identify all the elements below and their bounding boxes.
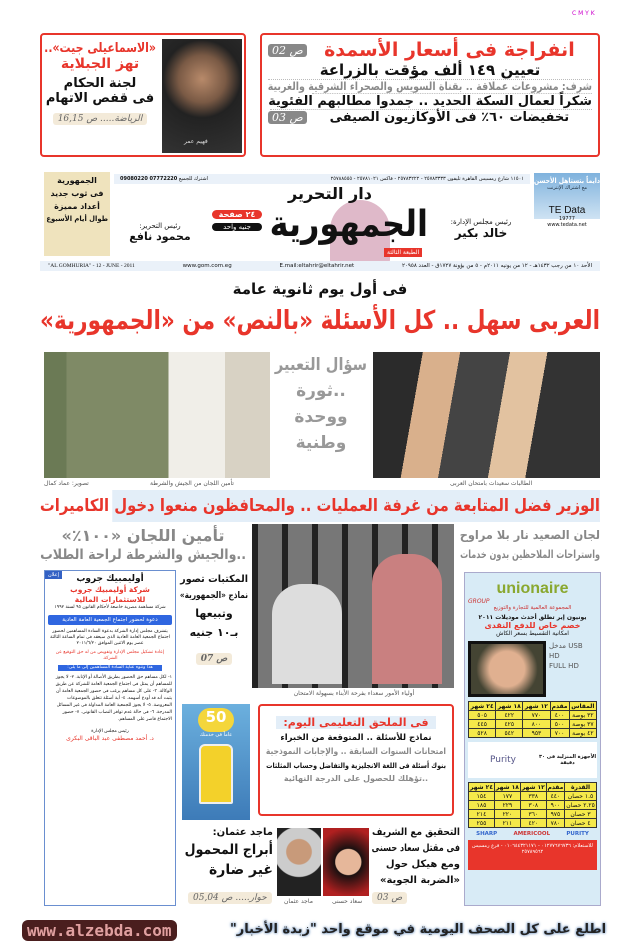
sports-headline-1[interactable]: «الاسماعيلى جيت»..: [44, 41, 156, 56]
table-cell: ٣٠٨: [520, 801, 546, 810]
security-headline[interactable]: تأمين اللجان «١٠٠٪»: [61, 526, 225, 545]
ad-contacts: للاستعلام: ٠١٢٧٧٦٧٦٧٣٦ - ٠١٠٦٤٤٣٢١١٧١ - فرع رمسيس ٢٥٧٨٩٥٦٢: [468, 840, 597, 870]
sports-headline-3[interactable]: لجنة الحكام: [63, 76, 137, 91]
side-line: وطنية: [295, 433, 347, 453]
address: ١١٥٠١ شارع رمسيس القاهرة تليفون ٢٥٧٨٣٣٣٣ - ٢٥٧٨٣٢٢٢ - فاكس ٢٥٧٨١٠٢١ - ٢٥٧٨٨٥٥٥: [330, 176, 524, 182]
table-cell: ٣٧ بوصة: [569, 720, 596, 729]
spray-ad-number: 50: [198, 708, 234, 732]
sharif-tag[interactable]: ص 03: [372, 892, 407, 904]
ad-text: دايماً بتستاهل الأحسن: [533, 177, 600, 185]
table-cell: ٤٠٠: [550, 711, 569, 720]
table-cell: ٧٠٠: [550, 729, 569, 738]
table-cell: ٤٢٢: [496, 711, 523, 720]
table-cell: المقاس: [569, 702, 596, 711]
table-cell: ١٥٤: [469, 792, 495, 801]
photo2-caption: ماجد عثمان: [284, 898, 313, 905]
supplement-item[interactable]: ..تؤهلك للحصول على الدرجة النهائية: [283, 774, 429, 783]
upper-egypt-headline[interactable]: لجان الصعيد نار بلا مراوح: [459, 528, 600, 542]
table-row: [469, 720, 597, 729]
table-cell: ٣٦٠: [520, 810, 546, 819]
ad-banner: دعوة لحضور اجتماع الجمعية العامة العادية: [48, 615, 172, 625]
sports-box: [40, 33, 246, 157]
spray-ad[interactable]: [182, 704, 250, 820]
photo-caption: فهيم عمر: [184, 138, 208, 145]
phone: 07772220: [149, 176, 178, 182]
photographer: تصوير: عماد كمال: [44, 480, 89, 487]
promo-line: فى ثوب جديد: [50, 189, 104, 198]
table-cell: ١٧٧: [494, 792, 520, 801]
libraries-line[interactable]: وتبيعها: [195, 607, 233, 620]
security-subheadline[interactable]: ..والجيش والشرطة لراحة الطلاب: [40, 547, 247, 563]
contact-bar: [114, 174, 530, 184]
ad-line: خصم خاص للدفع النقدى: [484, 621, 581, 630]
table-cell: ٧٨٠: [546, 819, 564, 828]
majed-line[interactable]: غير ضارة: [209, 862, 273, 878]
side-line: سؤال التعبير: [274, 355, 367, 375]
soad-hosny-photo: [323, 828, 369, 896]
phone: 09080220: [120, 176, 148, 182]
table-cell: ٤٢ بوصة: [569, 729, 596, 738]
sports-headline-4[interactable]: فى قفص الاتهام: [45, 91, 155, 106]
photo1-caption: سعاد حسنى: [332, 898, 363, 905]
band-headline[interactable]: الوزير فضل المتابعة من غرفة العمليات .. والمحافظون منعوا دخول الكاميرات: [112, 490, 600, 522]
table-cell: ٩٥٣: [523, 729, 550, 738]
table-row: [469, 792, 597, 801]
libraries-line[interactable]: المكتبات تصور: [180, 574, 248, 585]
table-cell: ٩٠٠: [546, 801, 564, 810]
paper-logo[interactable]: الجمهورية: [269, 204, 428, 245]
headline-fertilizer[interactable]: انفراجة فى أسعار الأسمدة: [324, 39, 575, 61]
footer-url[interactable]: www.alzebda.com: [22, 920, 177, 941]
ad-note: هذا وننوه عناية السادة المساهمين إلى ما يلى:: [58, 665, 162, 671]
tedata-ad[interactable]: [534, 173, 600, 257]
date-english: "AL GOMHURIA" - 12 - JUNE - 2011: [48, 263, 135, 269]
table-cell: ٤٢٥: [496, 720, 523, 729]
partner-logo: SHARP: [476, 831, 498, 837]
footer-promo: اطلع على كل الصحف اليومية في موقع واحد "زبدة الأخبار": [230, 922, 607, 937]
sports-photo: [162, 39, 242, 153]
majed-osman-photo: [277, 828, 321, 896]
sharif-line[interactable]: «الضربة الجوية»: [380, 875, 460, 886]
publisher-name: دار التحرير: [288, 184, 372, 203]
pages-badge: ٢٤ صفحة: [212, 210, 262, 219]
promo-line: أعداد مميزة: [54, 202, 100, 211]
table-cell: ٥٠٥: [469, 711, 496, 720]
dateline: [40, 261, 600, 271]
promo-line: طوال أيام الأسبوع: [46, 215, 108, 223]
ad-group: GROUP: [468, 598, 490, 605]
headline-sharaf[interactable]: شرف: مشروعات عملاقة .. بقناة السويس والصحراء الشرقية والغربية: [267, 80, 592, 93]
side-line: ..ثورة: [296, 381, 346, 401]
partner-logo: PURITY: [566, 831, 589, 837]
editor-title: رئيس التحرير:: [139, 222, 181, 230]
table-header: [469, 702, 597, 711]
table-cell: ٤٤٠: [546, 792, 564, 801]
soldiers-photo: [44, 352, 270, 478]
table-cell: ٤٢٠: [520, 819, 546, 828]
ad-number: 19777: [559, 216, 575, 222]
table-cell: ٨٠٠: [523, 720, 550, 729]
ad-signatory: د. أحمد مصطفى عبد الباقى البكرى: [66, 735, 154, 742]
ad-title: شركة أوليمبيك جروب للاستثمارات المالية: [70, 585, 150, 604]
ad-subtitle: شركة مساهمة مصرية خاضعة لأحكام القانون ٩٥ لسنة ١٩٩٢: [54, 605, 166, 610]
libraries-tag[interactable]: ص 07: [196, 653, 233, 665]
table-row: [469, 819, 597, 828]
students-photo: [373, 352, 600, 478]
supplement-item[interactable]: امتحانات السنوات السابقة .. والإجابات النموذجية: [265, 747, 446, 757]
print-marks: C M Y K: [572, 10, 595, 17]
table-cell: ٣٢ بوصة: [569, 711, 596, 720]
table-cell: ٢٤ شهر: [469, 783, 493, 791]
table-cell: ٢٢٠: [494, 810, 520, 819]
majed-tag[interactable]: حوار..... ص 05,04: [188, 892, 272, 904]
table-cell: ٩٧٥: [546, 810, 564, 819]
table-cell: ١.٥ حصان: [565, 792, 597, 801]
headline-agriculture[interactable]: تعيين ١٤٩ ألف مؤقت بالزراعة: [268, 61, 592, 80]
ad-body: ١- لكل مساهم حق الحضور بطريق الأصالة أو الإنابة. ٢- لا يجوز للمساهم أن يمثل فى اجتماع الجمعية العامة للشركة عن طريق الوكالة. ٣- على كل مساهم يرغب فى حضور الجمعية العامة أن يثبت أنه قد أودع أسهمه. ٤- أية أسئلة تتعلق بالموضوعات المعروضة. ٥- لا يجوز للجمعية العامة المداولة فى غير المسائل المدرجة. ٦- فى حالة عدم توافر النصاب القانونى. ٧- حضور الاجتماع قاصر على المساهم.: [55, 675, 172, 722]
table-cell: ٣٣٨: [520, 792, 546, 801]
caption-students: الطالبات سعيدات بامتحان العربى: [450, 480, 533, 487]
exam-hall-photo: [252, 524, 454, 688]
sharif-line[interactable]: فى مقتل سعاد حسنى: [371, 843, 460, 854]
table-cell: ٤ حصان: [565, 819, 597, 828]
table-header: [469, 783, 597, 792]
ad-logo: أوليمبيك جروب: [76, 574, 144, 584]
table-cell: ٥٤٢: [496, 729, 523, 738]
edition-label: الطبعة الثالثة: [384, 248, 422, 257]
supplement-box: [258, 704, 454, 816]
ad-intro: يتشرف مجلس إدارة الشركة بدعوة السادة المساهمين لحضور اجتماع الجمعية العامة العادية الذى سيعقد فى تمام الساعة الثالثة عصر يوم الاثنين الموافق ٢٠١١/٦/٢٠: [50, 629, 170, 646]
table-cell: القدرة: [565, 783, 597, 792]
upper-egypt-subheadline[interactable]: واستراحات الملاحظين بدون خدمات: [460, 548, 600, 561]
tv-image: [468, 641, 546, 697]
table-row: [469, 810, 597, 819]
sports-headline-2[interactable]: تهز الجبلاية: [60, 56, 140, 72]
caption-soldiers: تأمين اللجان من الجيش والشرطة: [150, 480, 234, 487]
table-cell: ٣ حصان: [565, 810, 597, 819]
ad-url: www.tedata.net: [547, 222, 587, 228]
page-ref[interactable]: ص 03: [268, 111, 307, 124]
table-cell: ١٨ شهر: [495, 783, 519, 791]
table-row: [469, 801, 597, 810]
table-cell: ١٨٥: [469, 801, 495, 810]
table-cell: ٢٤ شهر: [469, 702, 496, 711]
page-ref[interactable]: ص 02: [268, 44, 307, 57]
chairman-name: خالد بكير: [454, 226, 508, 240]
spray-ad-text: عاماً فى خدمتك: [199, 732, 233, 738]
sharif-line[interactable]: ومع هيكل حول: [385, 859, 460, 870]
feature: مدخل USB: [549, 642, 583, 650]
unionaire-ad[interactable]: [464, 572, 601, 906]
majed-line[interactable]: أبراج المحمول: [184, 842, 273, 858]
ad-company: المجموعة العالمية للتجارة والتوزيع: [493, 605, 572, 611]
sports-page-tag[interactable]: الرياضة..... ص 16,15: [53, 113, 148, 125]
table-cell: ٢.٢٥ حصان: [566, 801, 595, 809]
ac-price-table: [468, 782, 597, 828]
lead-kicker: فى أول يوم ثانوية عامة: [232, 280, 408, 298]
supplement-title: فى الملحق التعليمى اليوم:: [276, 716, 436, 729]
table-cell: مقدم: [551, 702, 568, 710]
supplement-item[interactable]: نماذج للأسئلة .. المتوقعة من الخبراء: [280, 733, 432, 743]
majed-line[interactable]: ماجد عثمان:: [212, 827, 273, 838]
promo-line: الجمهورية: [57, 176, 97, 185]
table-cell: ٥٢٨: [469, 729, 496, 738]
libraries-line[interactable]: نماذج «الجمهورية»: [179, 591, 248, 601]
table-row: [469, 729, 597, 738]
sharif-line[interactable]: التحقيق مع الشريف: [371, 827, 460, 838]
olympic-group-ad[interactable]: [44, 570, 176, 906]
table-cell: ٥٠٠: [550, 720, 569, 729]
table-cell: ٢١٤: [469, 810, 495, 819]
ad-signatory-title: رئيس مجلس الإدارة: [91, 729, 129, 734]
headline-sales[interactable]: تخفيضات ٦٠٪ فى الأوكازيون الصيفى: [329, 110, 570, 125]
ac-brand: Purity: [489, 755, 517, 765]
ad-subtext: مع اشتراك الإنترنت: [546, 185, 588, 191]
table-cell: ١٨ شهر: [496, 702, 523, 711]
ad-badge: إعلان: [45, 571, 62, 579]
ad-brand: TE Data: [548, 205, 586, 216]
feature: FULL HD: [549, 662, 579, 670]
table-cell: ٤٤٥: [469, 720, 496, 729]
email[interactable]: E.mail:eltahrir@eltahrir.net: [279, 263, 355, 269]
tv-price-table: [468, 701, 597, 738]
table-cell: ٢١١: [494, 819, 520, 828]
table-cell: ٧٧٠: [523, 711, 550, 720]
table-cell: ١٢ شهر: [521, 783, 545, 791]
promo-box: [44, 172, 110, 256]
ad-line: امكانية التقسيط بسعر الكاش: [496, 630, 569, 637]
feature: HD: [549, 652, 560, 660]
website[interactable]: www.gom.com.eg: [182, 263, 232, 269]
ac-text: الأجهزة المنزلية فى ٣٠ دقيقة: [538, 754, 597, 766]
editor-name: محمود نافع: [129, 230, 191, 243]
table-cell: ١٢ شهر: [523, 702, 550, 711]
ad-highlight: إعادة تشكيل مجلس الإدارة وتفويض من له حق التوقيع عن الشركة.: [55, 650, 165, 661]
price-badge: جنيه واحد: [212, 223, 262, 231]
ad-brand: unionaire: [496, 580, 569, 597]
date-arabic: الأحد ١٠ من رجب ١٤٣٢هـ - ١٢ من يونيه ٢٠١١م - ٥ من بؤونة ١٧٢٧ق - العدد ٢٠٩٥٨: [402, 263, 592, 269]
chairman-title: رئيس مجلس الإدارة:: [450, 218, 512, 226]
table-cell: مقدم: [547, 783, 564, 791]
headline-railway[interactable]: شكراً لعمال السكة الحديد .. جمدوا مطالبهم الفئوية: [268, 94, 592, 109]
table-cell: ٢٥٥: [469, 819, 495, 828]
subscription-label: اشترك للجميع: [178, 176, 208, 182]
spray-can-icon: [199, 744, 233, 804]
side-line: ووحدة: [294, 407, 348, 427]
table-row: [469, 711, 597, 720]
partner-logo: AMERICOOL: [513, 831, 551, 837]
table-cell: ٢٢٩: [494, 801, 520, 810]
top-news-box: [260, 33, 600, 157]
exam-hall-caption: أولياء الأمور سعداء بفرحة الأبناء بسهولة الامتحان: [293, 690, 415, 697]
supplement-item[interactable]: بنوك أسئلة فى اللغة الانجليزية والتفاضل وحساب المثلثات: [266, 761, 446, 770]
lead-headline[interactable]: العربى سهل .. كل الأسئلة «بالنص» من «الجمهورية»: [40, 306, 601, 336]
libraries-line[interactable]: بـ١٠ جنيه: [189, 626, 239, 639]
ad-line: يونيون إير تطلق أحدث موديلات ٢٠١١: [478, 614, 587, 621]
